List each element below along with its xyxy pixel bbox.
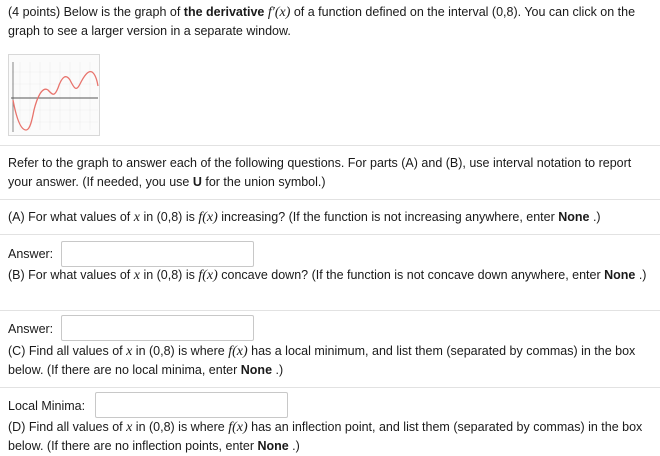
divider <box>0 145 660 146</box>
question-text: (D) Find all values of <box>8 420 127 434</box>
question-text: in (0,8) is <box>139 210 199 224</box>
intro-fprime: f′(x) <box>267 5 291 20</box>
divider <box>0 199 660 200</box>
graph-frame <box>9 55 100 136</box>
question-text: in (0,8) is <box>139 268 199 282</box>
answer-a-input[interactable] <box>61 241 254 267</box>
question-text: (A) For what values of <box>8 210 134 224</box>
divider <box>0 234 660 235</box>
question-text: .) <box>288 439 300 453</box>
local-minima-input[interactable] <box>95 392 288 418</box>
question-d <box>8 418 654 456</box>
instructions-text: Refer to the graph to answer each of the following questions. For parts (A) and (B), use interval notation to report your answer. (If needed, you use <box>8 156 632 189</box>
question-text: (B) For what values of <box>8 268 134 282</box>
union-letter: U <box>192 175 202 189</box>
question-none: None <box>604 268 636 282</box>
divider <box>0 387 660 388</box>
problem-intro <box>8 3 654 41</box>
intro-derivative-bold: the derivative <box>183 5 265 19</box>
question-text: has a local minimum, and list them (separated by commas) in the box below. (If there are no local minima, enter <box>8 344 636 377</box>
question-var: x <box>126 344 133 359</box>
question-text: in (0,8) is where <box>132 344 229 358</box>
question-text: .) <box>635 268 647 282</box>
question-text: .) <box>272 363 284 377</box>
question-fx: f(x) <box>228 344 248 359</box>
question-none: None <box>240 363 273 377</box>
question-text: increasing? (If the function is not increasing anywhere, enter <box>217 210 559 224</box>
answer-b-input[interactable] <box>61 315 254 341</box>
question-none: None <box>257 439 289 453</box>
question-var: x <box>126 420 133 435</box>
answer-b-label: Answer: <box>8 322 54 336</box>
instructions <box>8 154 654 192</box>
question-var: x <box>133 268 140 283</box>
question-text: in (0,8) is where <box>132 420 229 434</box>
question-none: None <box>558 210 590 224</box>
question-c <box>8 342 654 380</box>
question-fx: f(x) <box>228 420 248 435</box>
local-minima-label: Local Minima: <box>8 399 86 413</box>
question-text: concave down? (If the function is not concave down anywhere, enter <box>217 268 605 282</box>
question-var: x <box>133 210 140 225</box>
question-text: (C) Find all values of <box>8 344 127 358</box>
question-text: .) <box>589 210 601 224</box>
question-text: has an inflection point, and list them (separated by commas) in the box below. (If there are no inflection points, enter <box>8 420 643 453</box>
divider <box>0 310 660 311</box>
question-b <box>8 266 654 285</box>
derivative-graph-thumbnail-icon[interactable] <box>8 54 100 136</box>
intro-text: (4 points) Below is the graph of <box>8 5 184 19</box>
instructions-text-end: for the union symbol.) <box>201 175 326 189</box>
question-a <box>8 208 654 227</box>
question-fx: f(x) <box>198 210 218 225</box>
answer-a-label: Answer: <box>8 247 54 261</box>
intro-rest: of a function defined on the interval (0,8). You can click on the graph to see a larger version in a separate window. <box>8 5 636 38</box>
question-fx: f(x) <box>198 268 218 283</box>
